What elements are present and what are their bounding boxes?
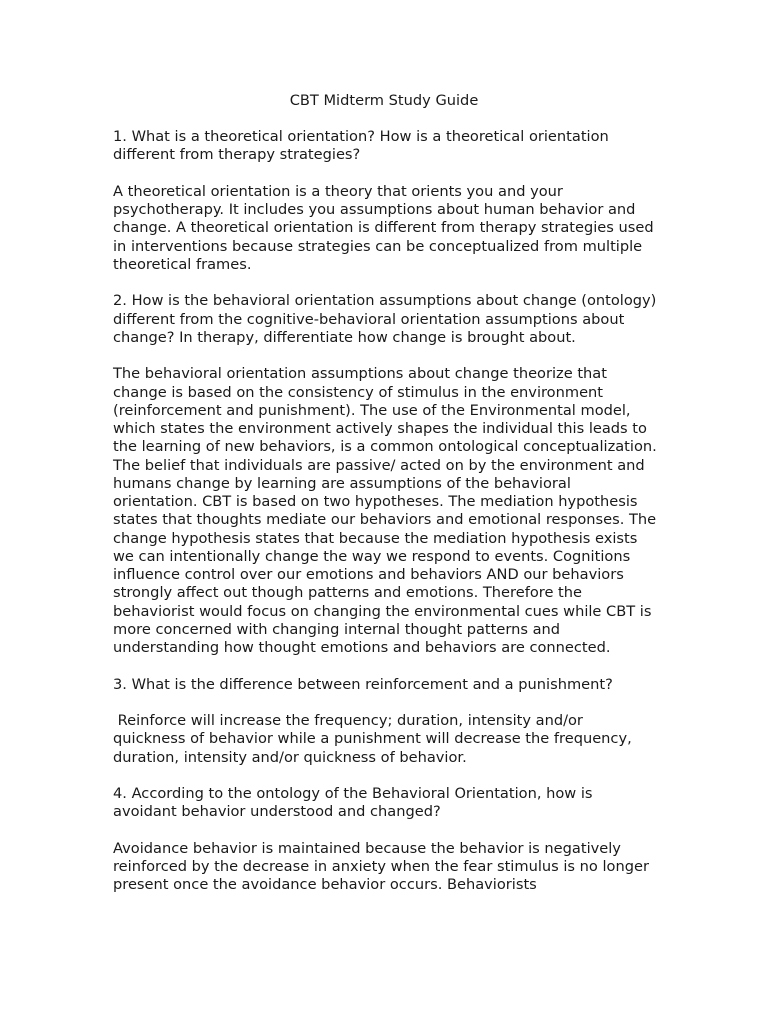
answer-4: Avoidance behavior is maintained because the behavior is negatively reinforced by the decrease in anxiety when the fear stimulus is no longer present once the avoidance behavior occurs. Behaviorists <box>113 839 649 894</box>
document-body <box>113 128 658 913</box>
document-title: CBT Midterm Study Guide <box>289 92 479 109</box>
question-4: 4. According to the ontology of the Behavioral Orientation, how is avoidant behavior understood and changed? <box>113 785 593 821</box>
answer-3: Reinforce will increase the frequency; duration, intensity and/or quickness of behavior while a punishment will decrease the frequency, duration, intensity and/or quickness of behavior. <box>113 712 637 766</box>
question-2: 2. How is the behavioral orientation assumptions about change (ontology) different from the cognitive-behavioral orientation assumptions about change? In therapy, differentiate how change is brought about. <box>113 292 657 346</box>
answer-1: A theoretical orientation is a theory that orients you and your psychotherapy. It includes you assumptions about human behavior and change. A theoretical orientation is different from therapy strategies used in interventions because strategies can be conceptualized from multiple theoretical frames. <box>113 182 654 273</box>
question-3: 3. What is the difference between reinforcement and a punishment? <box>113 675 613 693</box>
answer-2: The behavioral orientation assumptions about change theorize that change is based on the consistency of stimulus in the environment (reinforcement and punishment). The use of the Environmental model, which states the environment actively shapes the individual this leads to the learning of new behaviors, is a common ontological conceptualization. The belief that individuals are passive/ acted on by the environment and humans change by learning are assumptions of the behavioral orientation. CBT is based on two hypotheses. The mediation hypothesis states that thoughts mediate our behaviors and emotional responses. The change hypothesis states that because the mediation hypothesis exists we can intentionally change the way we respond to events. Cognitions influence control over our emotions and behaviors AND our behaviors strongly affect out though patterns and emotions. Therefore the behaviorist would focus on changing the environmental cues while CBT is more concerned with changing internal thought patterns and understanding how thought emotions and behaviors are connected. <box>113 365 657 656</box>
question-1: 1. What is a theoretical orientation? How is a theoretical orientation different from therapy strategies? <box>113 128 609 164</box>
